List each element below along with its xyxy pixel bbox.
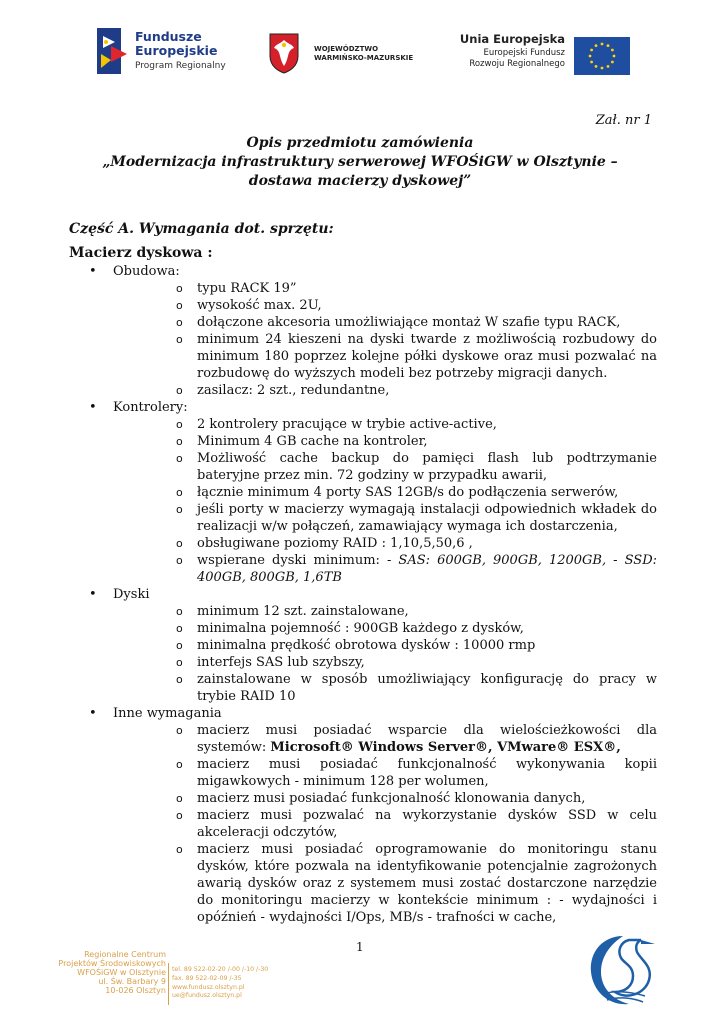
list-item: o wspierane dyski minimum: - SAS: 600GB, 900GB, 1200GB, - SSD: 400GB, 800GB, 1,6TB	[176, 553, 658, 585]
bullet-circle-icon: o	[176, 843, 183, 856]
list-item: o Minimum 4 GB cache na kontroler,	[176, 434, 428, 449]
warminsko-mazurskie-logo	[268, 32, 428, 78]
page-number: 1	[356, 940, 364, 954]
fundusze-europejskie-logo-icon	[97, 28, 129, 74]
document-title	[60, 134, 660, 191]
footer-org-line: 10-026 Olsztyn	[105, 986, 166, 995]
list-item: o 2 kontrolery pracujące w trybie active-active,	[176, 417, 497, 432]
bullet-circle-icon: o	[176, 622, 183, 635]
list-item: o typu RACK 19”	[176, 281, 297, 296]
list-item: o interfejs SAS lub szybszy,	[176, 655, 365, 670]
footer-org-line: ul. Św. Barbary 9	[98, 977, 166, 986]
stork-logo-icon	[583, 930, 663, 1010]
bullet-circle-icon: o	[176, 792, 183, 805]
bullet-circle-icon: o	[176, 724, 183, 737]
unia-europejska-logo	[454, 34, 630, 80]
footer-divider	[168, 963, 169, 1005]
list-item: o obsługiwane poziomy RAID : 1,10,5,50,6 ,	[176, 536, 473, 551]
bullet-circle-icon: o	[176, 758, 183, 771]
list-item: o macierz musi posiadać funkcjonalność klonowania danych,	[176, 791, 586, 806]
bullet-circle-icon: o	[176, 537, 183, 550]
bullet-circle-icon: o	[176, 503, 183, 516]
footer-org-line: Projektów Środowiskowych	[58, 959, 166, 968]
bullet-dot-icon: •	[89, 587, 97, 602]
fundusze-europejskie-logo	[97, 28, 237, 78]
group-dyski	[69, 586, 657, 705]
list-item: o macierz musi posiadać funkcjonalność wykonywania kopii migawkowych - minimum 128 per wolumen,	[176, 757, 657, 789]
device-heading: Macierz dyskowa :	[69, 245, 213, 261]
bullet-circle-icon: o	[176, 656, 183, 669]
list-item: o minimalna prędkość obrotowa dysków : 10000 rmp	[176, 638, 536, 653]
bullet-dot-icon: •	[89, 400, 97, 415]
title-line-3: dostawa macierzy dyskowej”	[248, 173, 472, 189]
bullet-circle-icon: o	[176, 486, 183, 499]
footer-org-line: WFOŚiGW w Olsztynie	[77, 968, 166, 977]
bullet-circle-icon: o	[176, 384, 183, 397]
list-item: o minimalna pojemność : 900GB każdego z dysków,	[176, 621, 524, 636]
list-item: o zasilacz: 2 szt., redundantne,	[176, 383, 390, 398]
eu-logo-line2: Europejski Fundusz	[483, 48, 565, 58]
bullet-dot-icon: •	[89, 264, 97, 279]
footer-contact-line: www.fundusz.olsztyn.pl	[172, 983, 245, 991]
list-item: o wysokość max. 2U,	[176, 298, 322, 313]
list-item: o minimum 24 kieszeni na dyski twarde z możliwością rozbudowy do minimum 180 poprzez kolejne półki dyskowe oraz musi pozwalać na rozbudowę do wyższych modeli bez potrzeby migracji danych.	[176, 332, 657, 381]
fe-logo-line1: Fundusze	[135, 29, 202, 44]
list-item: o macierz musi posiadać oprogramowanie do monitoringu stanu dysków, które pozwala na identyfikowanie potencjalnie zagrożonych awarią dysków oraz z systemem musi zostać dostarczone narzędzie do monitoringu macierzy w kontekście minimum : - wydajności i opóźnień - wydajności I/Ops, MB/s - trafności w cache,	[176, 842, 657, 925]
title-line-1: Opis przedmiotu zamówienia	[246, 135, 474, 151]
list-item: o łącznie minimum 4 porty SAS 12GB/s do podłączenia serwerów,	[176, 485, 619, 500]
bullet-circle-icon: o	[176, 316, 183, 329]
footer-contact-line: ue@fundusz.olsztyn.pl	[172, 992, 242, 1000]
bullet-circle-icon: o	[176, 452, 183, 465]
footer-contact-line: fax. 89 522-02-09 /-35	[172, 974, 242, 982]
group-obudowa	[69, 263, 657, 399]
group-label: Inne wymagania	[113, 706, 222, 721]
group-kontrolery	[69, 399, 657, 586]
wm-logo-line2: WARMIŃSKO-MAZURSKIE	[314, 54, 414, 62]
eu-logo-line1: Unia Europejska	[459, 32, 565, 46]
annex-number: Zał. nr 1	[595, 113, 652, 128]
fe-logo-line3: Program Regionalny	[135, 61, 226, 71]
bullet-circle-icon: o	[176, 418, 183, 431]
group-label: Dyski	[113, 587, 150, 602]
eu-logo-line3: Rozwoju Regionalnego	[469, 59, 565, 69]
requirements-list	[69, 263, 657, 926]
bullet-circle-icon: o	[176, 554, 183, 567]
bullet-circle-icon: o	[176, 282, 183, 295]
list-item: o jeśli porty w macierzy wymagają instalacji odpowiednich wkładek do realizacji w/w połączeń, zamawiający wymaga ich dostarczenia,	[176, 502, 657, 534]
bullet-dot-icon: •	[89, 706, 97, 721]
footer-contact-line: tel. 89 522-02-20 /-00 /-10 /-30	[172, 966, 269, 973]
bullet-circle-icon: o	[176, 673, 183, 686]
list-item: o macierz musi pozwalać na wykorzystanie dysków SSD w celu akceleracji odczytów,	[176, 808, 657, 840]
coat-of-arms-icon	[268, 32, 300, 74]
group-inne	[69, 705, 657, 926]
list-item: o dołączone akcesoria umożliwiające montaż W szafie typu RACK,	[176, 315, 621, 330]
bullet-circle-icon: o	[176, 605, 183, 618]
eu-flag-icon	[574, 37, 630, 75]
section-heading: Część A. Wymagania dot. sprzętu:	[69, 221, 334, 237]
bullet-circle-icon: o	[176, 639, 183, 652]
footer-org-line: Regionalne Centrum	[84, 950, 166, 959]
footer-contact	[172, 966, 267, 1001]
bullet-circle-icon: o	[176, 809, 183, 822]
title-line-2: „Modernizacja infrastruktury serwerowej WFOŚiGW w Olsztynie –	[102, 154, 618, 170]
list-item: o Możliwość cache backup do pamięci flash lub podtrzymanie bateryjne przez min. 72 godziny w przypadku awarii,	[176, 451, 657, 483]
list-item: o zainstalowane w sposób umożliwiający konfigurację do pracy w trybie RAID 10	[176, 672, 657, 704]
wm-logo-line1: WOJEWÓDZTWO	[314, 45, 379, 53]
bullet-circle-icon: o	[176, 299, 183, 312]
list-item: o minimum 12 szt. zainstalowane,	[176, 604, 409, 619]
group-label: Obudowa:	[113, 264, 180, 279]
bullet-circle-icon: o	[176, 435, 183, 448]
footer-organization	[51, 950, 166, 1010]
group-label: Kontrolery:	[113, 400, 188, 415]
bullet-circle-icon: o	[176, 333, 183, 346]
fe-logo-line2: Europejskie	[135, 43, 218, 58]
list-item: o macierz musi posiadać wsparcie dla wielościeżkowości dla systemów: Microsoft® Windows Server®, VMware® ESX®,	[176, 723, 657, 755]
